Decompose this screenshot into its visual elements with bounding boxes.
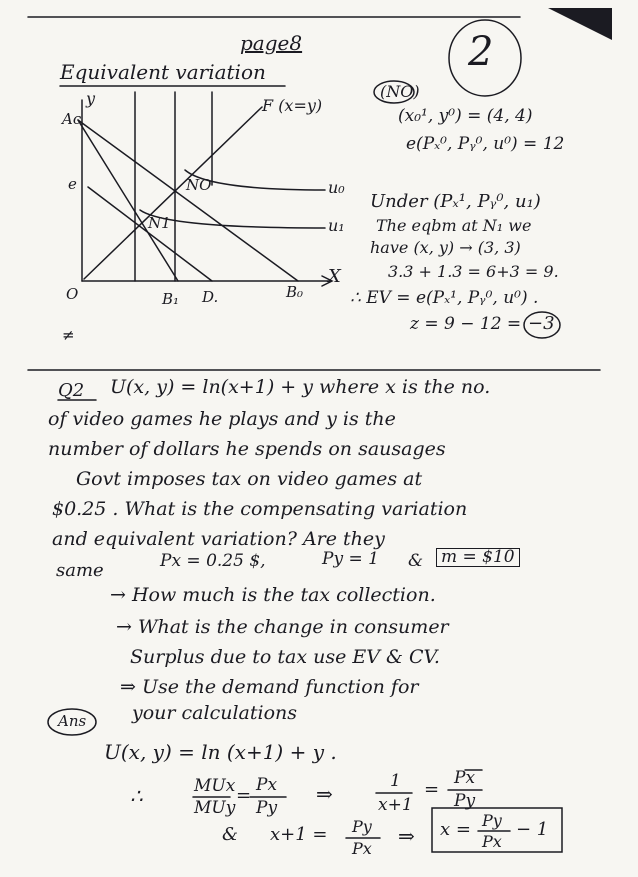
- price-x: Px = 0.25 $,: [160, 551, 266, 571]
- ev-line: ∴ EV = e(Pₓ¹, Pᵧ⁰, u⁰) .: [350, 288, 539, 308]
- e-label: e: [68, 175, 77, 193]
- q2-line-1: U(x, y) = ln(x+1) + y where x is the no.: [110, 376, 491, 398]
- x-axis-label: X: [328, 266, 341, 287]
- page-label: page8: [240, 31, 303, 55]
- equals-2: =: [424, 779, 440, 800]
- bullet-consumer-change: → What is the change in consumer: [116, 616, 449, 638]
- budget-line-b0: [78, 120, 298, 281]
- n1-point-label: N1: [148, 214, 171, 232]
- q2-line-4: Govt imposes tax on video games at: [76, 468, 423, 490]
- px-denominator-3: Px: [352, 839, 372, 858]
- budget-line-d: [88, 187, 212, 281]
- x-plus-1-denominator: x+1: [378, 795, 413, 815]
- eqm-line-1: The eqbm at N₁ we: [376, 216, 532, 235]
- x-plus-1-equals: x+1 =: [270, 824, 328, 845]
- equals-1: =: [236, 785, 252, 806]
- under-line: Under (Pₓ¹, Pᵧ⁰, u₁): [370, 191, 541, 212]
- final-lhs: x =: [440, 819, 471, 840]
- mux-numerator: MUx: [194, 776, 236, 796]
- b0-label: B₀: [286, 283, 304, 301]
- one-numerator: 1: [390, 771, 401, 791]
- page-number: 2: [468, 29, 494, 75]
- ac-label: Ac: [62, 110, 82, 128]
- bullet-demand-function: ⇒ Use the demand function for: [120, 676, 419, 698]
- py-denominator-2: Py: [454, 791, 476, 811]
- budget-line-b1: [78, 120, 178, 281]
- q2-line-6: and equivalent variation? Are they: [52, 528, 385, 550]
- implies-1: ⇒: [316, 782, 333, 806]
- q2-line-5: $0.25 . What is the compensating variation: [52, 498, 468, 520]
- stray-mark: ≠: [62, 326, 75, 344]
- q2-line-2: of video games he plays and y is the: [48, 408, 396, 430]
- expenditure-line: e(Pₓ⁰, Pᵧ⁰, u⁰) = 12: [406, 134, 565, 154]
- u1-label: u₁: [328, 216, 345, 235]
- py-numerator-3: Py: [352, 817, 372, 836]
- calc-line: 3.3 + 1.3 = 6+3 = 9.: [388, 262, 559, 281]
- final-numerator: Py: [482, 811, 502, 830]
- q2-label: Q2: [58, 380, 85, 401]
- final-minus-one: − 1: [516, 819, 549, 840]
- muy-denominator: MUy: [194, 798, 236, 818]
- eqm-line-2: have (x, y) → (3, 3): [370, 238, 521, 257]
- price-y: Py = 1: [322, 549, 379, 569]
- line-f-label: F (x=y): [262, 96, 323, 115]
- result-prefix: z = 9 − 12 =: [410, 314, 522, 334]
- y-axis-label: y: [86, 89, 96, 108]
- ampersand-2: &: [222, 824, 239, 845]
- implies-2: ⇒: [398, 824, 415, 848]
- corner-fold: [548, 8, 612, 40]
- bullet-tax-collection: → How much is the tax collection.: [110, 584, 436, 606]
- ampersand: &: [408, 551, 424, 571]
- py-denominator: Py: [256, 798, 278, 818]
- bullet-surplus: Surplus due to tax use EV & CV.: [130, 646, 440, 668]
- u0-label: u₀: [328, 178, 345, 197]
- income-box: m = $10: [436, 548, 520, 567]
- final-denominator: Px: [482, 832, 502, 851]
- d-label: D.: [202, 288, 219, 306]
- section-title: Equivalent variation: [60, 60, 266, 84]
- n0-point-label: NO: [186, 176, 212, 194]
- line-f: [84, 107, 262, 279]
- bullet-calculations: your calculations: [132, 702, 297, 724]
- same-label: same: [56, 560, 104, 581]
- origin-label: O: [66, 285, 79, 303]
- px-numerator: Px: [256, 775, 278, 795]
- utility-restated: U(x, y) = ln (x+1) + y .: [104, 740, 337, 764]
- no-label: (NO): [380, 82, 420, 101]
- ans-label: Ans: [58, 712, 87, 730]
- px-numerator-2: Px: [454, 768, 476, 788]
- q2-line-3: number of dollars he spends on sausages: [48, 438, 446, 460]
- no-bundle-line: (x₀¹, y⁰) = (4, 4): [398, 106, 533, 126]
- b1-label: B₁: [162, 290, 180, 308]
- result-value: −3: [528, 313, 555, 334]
- therefore-symbol: ∴: [130, 784, 143, 808]
